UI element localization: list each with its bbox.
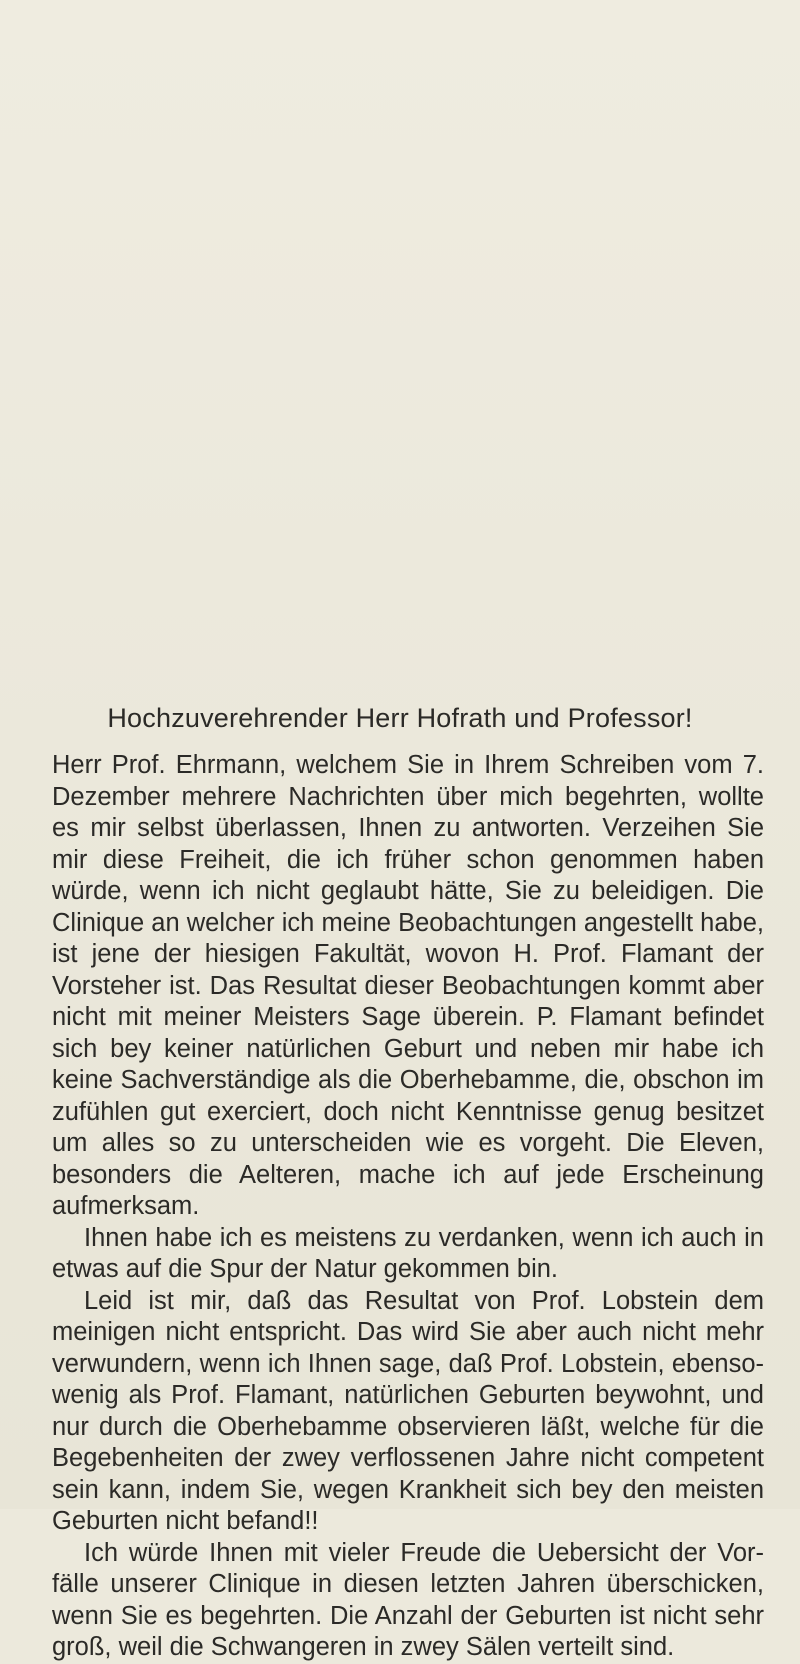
paragraph-4: Ich würde Ihnen mit vieler Freude die Uebersicht der Vorfälle unserer Clinique in diesen letzten Jahren überschicken, wenn Sie es begehrten. Die Anzahl der Geburten ist nicht sehr groß, weil die Schwangeren in zwey Sälen verteilt sind. (52, 1538, 764, 1661)
paragraph-2: Ihnen habe ich es meistens zu verdanken, wenn ich auch in etwas auf die Spur der Natur gekommen bin. (52, 1223, 764, 1283)
salutation-heading: Hochzuverehrender Herr Hofrath und Professor! (107, 703, 693, 733)
letter-body (52, 750, 764, 1664)
paragraph-3: Leid ist mir, daß das Resultat von Prof. Lobstein dem meinigen nicht entspricht. Das wird Sie aber auch nicht mehr verwundern, wenn ich Ihnen sage, daß Prof. Lobstein, ebensowenig als Prof. Flamant, natürlichen Geburten beywohnt, und nur durch die Oberhebamme observieren läßt, welche für die Begebenheiten der zwey verflossenen Jahre nicht competent sein kann, indem Sie, wegen Krankheit sich bey den meisten Geburten nicht befand!! (52, 1286, 764, 1535)
paragraph-1: Herr Prof. Ehrmann, welchem Sie in Ihrem Schreiben vom 7. Dezember mehrere Nachrichten über mich begehrten, wollte es mir selbst überlassen, Ihnen zu antworten. Verzeihen Sie mir diese Freiheit, die ich früher schon genommen haben würde, wenn ich nicht geglaubt hätte, Sie zu beleidigen. Die Clinique an welcher ich meine Beobachtungen angestellt habe, ist jene der hiesigen Fakultät, wovon H. Prof. Flamant der Vorsteher ist. Das Resultat dieser Beobachtungen kommt aber nicht mit meiner Meisters Sage überein. P. Flamant befindet sich bey keiner natürlichen Geburt und neben mir habe ich keine Sachverständige als die Oberhebamme, die, obschon im zufühlen gut exerciert, doch nicht Kenntnisse genug besitzet um alles so zu unterscheiden wie es vorgeht. Die Eleven, besonders die Aelteren, mache ich auf jede Erscheinung aufmerksam. (52, 751, 764, 1220)
